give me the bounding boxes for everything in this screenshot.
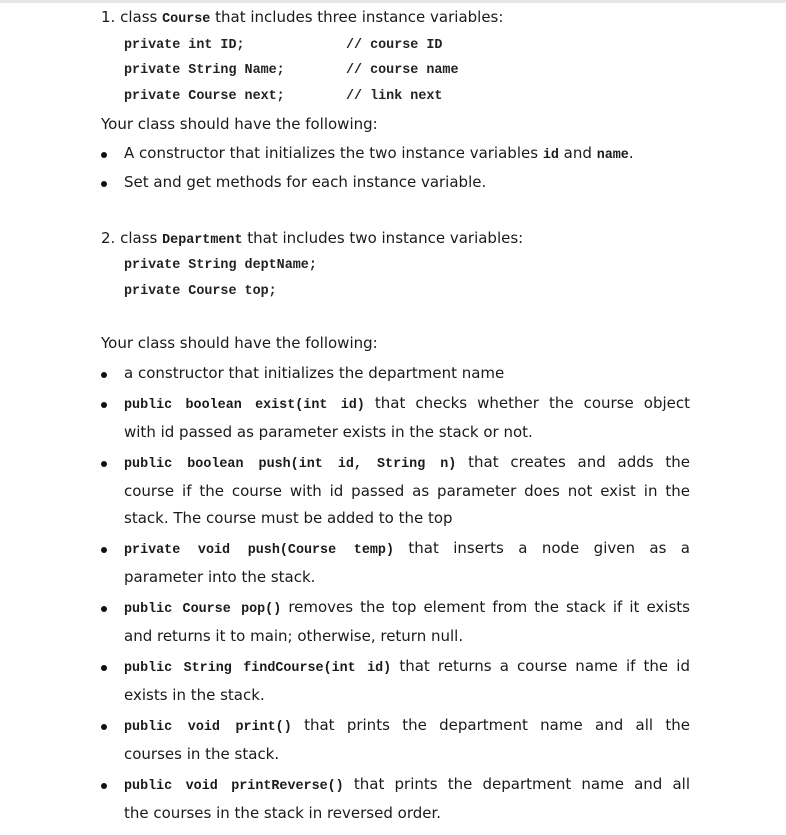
code-name: name <box>596 148 629 163</box>
section-2-number: 2. <box>101 229 116 247</box>
bullet <box>101 152 107 158</box>
bullet-1-period: . <box>628 144 634 162</box>
method-push-desc: that creates and adds the <box>468 453 690 471</box>
section-1-intro-a: class <box>120 8 158 26</box>
section-2-should: Your class should have the following: <box>101 334 378 352</box>
method-push-node-line-2: parameter into the stack. <box>124 568 316 586</box>
constructor-item: a constructor that initializes the department name <box>124 364 505 382</box>
method-push-node <box>124 539 690 558</box>
method-printreverse-line-2: the courses in the stack in reversed order. <box>124 804 442 822</box>
section-1-heading <box>101 8 503 27</box>
class-name-department: Department <box>162 233 243 248</box>
bullet <box>101 783 107 789</box>
section-2-intro-b: that includes two instance variables: <box>247 229 524 247</box>
section-1-bullet-1 <box>124 144 634 163</box>
class-name-course: Course <box>162 12 211 27</box>
method-findcourse-line-2: exists in the stack. <box>124 686 265 704</box>
method-exist <box>124 394 690 413</box>
method-printreverse-signature: public void printReverse() <box>124 779 344 794</box>
bullet <box>101 461 107 467</box>
bullet <box>101 665 107 671</box>
decl-deptname: private String deptName; <box>124 258 317 273</box>
section-1-number: 1. <box>101 8 116 26</box>
method-printreverse <box>124 775 690 794</box>
decl-next-comment: // link next <box>346 89 443 104</box>
method-pop-line-2: and returns it to main; otherwise, return null. <box>124 627 464 645</box>
decl-name: private String Name; <box>124 63 285 78</box>
section-1-intro-b: that includes three instance variables: <box>215 8 504 26</box>
bullet <box>101 606 107 612</box>
decl-id-comment: // course ID <box>346 38 443 53</box>
section-2-intro-a: class <box>120 229 158 247</box>
method-push-node-signature: private void push(Course temp) <box>124 543 394 558</box>
method-push-node-desc: that inserts a node given as a <box>408 539 690 557</box>
top-border <box>0 0 786 3</box>
method-pop <box>124 598 690 617</box>
section-1-bullet-2: Set and get methods for each instance variable. <box>124 173 487 191</box>
bullet <box>101 547 107 553</box>
bullet <box>101 181 107 187</box>
decl-top: private Course top; <box>124 284 277 299</box>
decl-id: private int ID; <box>124 38 245 53</box>
decl-next: private Course next; <box>124 89 285 104</box>
bullet <box>101 724 107 730</box>
method-push-line-2: course if the course with id passed as parameter does not exist in the <box>124 482 690 500</box>
bullet <box>101 372 107 378</box>
decl-name-comment: // course name <box>346 63 459 78</box>
section-1-should: Your class should have the following: <box>101 115 378 133</box>
method-printreverse-desc: that prints the department name and all <box>353 775 690 793</box>
method-print-desc: that prints the department name and all the <box>304 716 690 734</box>
method-findcourse <box>124 657 690 676</box>
method-exist-signature: public boolean exist(int id) <box>124 398 365 413</box>
method-push-line-3: stack. The course must be added to the top <box>124 509 453 527</box>
method-findcourse-desc: that returns a course name if the id <box>399 657 690 675</box>
method-pop-desc: removes the top element from the stack if it exists <box>288 598 690 616</box>
bullet-1-and: and <box>563 144 592 162</box>
method-exist-desc: that checks whether the course object <box>374 394 690 412</box>
method-exist-line-2: with id passed as parameter exists in the stack or not. <box>124 423 533 441</box>
method-print-signature: public void print() <box>124 720 292 735</box>
method-print-line-2: courses in the stack. <box>124 745 280 763</box>
code-id: id <box>542 148 559 163</box>
method-findcourse-signature: public String findCourse(int id) <box>124 661 392 676</box>
bullet <box>101 402 107 408</box>
bullet-1-text: A constructor that initializes the two instance variables <box>124 144 539 162</box>
method-print <box>124 716 690 735</box>
method-push <box>124 453 690 472</box>
method-push-signature: public boolean push(int id, String n) <box>124 457 457 472</box>
section-2-heading <box>101 229 523 248</box>
method-pop-signature: public Course pop() <box>124 602 282 617</box>
